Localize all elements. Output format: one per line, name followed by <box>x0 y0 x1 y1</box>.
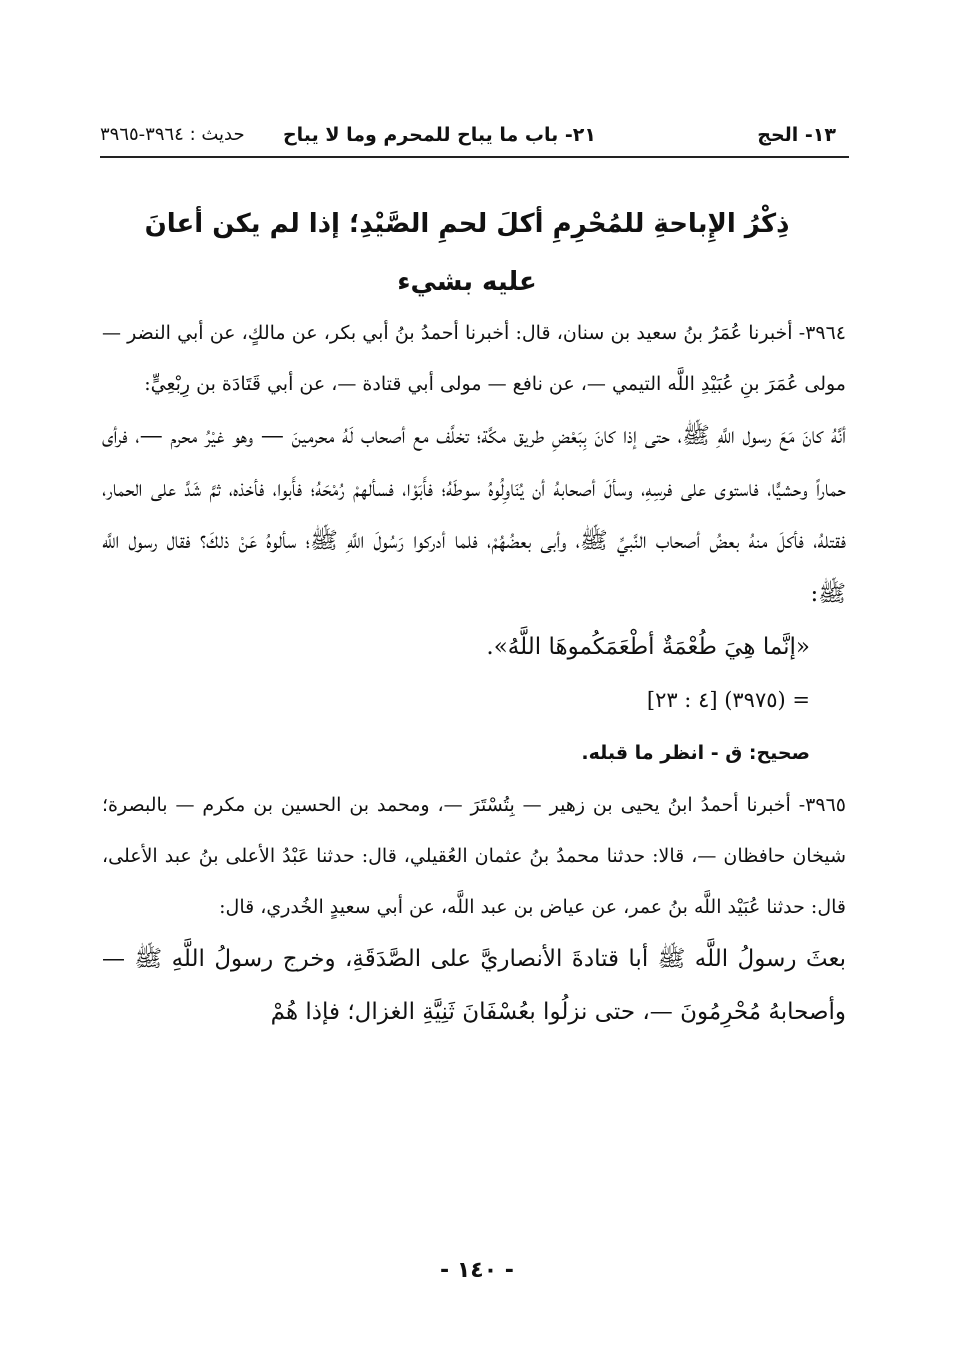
header-section: ٢١- باب ما يباح للمحرم وما لا يباح <box>282 124 596 146</box>
hadith-3964-matn: أنَّهُ كانَ مَعَ رسول اللَّهِ ﷺ، حتى إذا كانَ بِبَعْضِ طريق مكَّة؛ تخلَّف مع أصحاب لَهُ محرمينَ — وهو غيْرُ محرم —، فرأى حماراً وحشيًّا، فاستوى على فرسِهِ، وسألَ أصحابهُ أن يُنَاوِلُوهُ سوطَهُ؛ فأَبَوْا، فسألهمْ رُمْحَهُ؛ فأَبوا، فأخذه، ثمَّ شَدَّ على الحمار، فقتلهُ، فأكلَ منهُ بعضُ أصحاب النَّبيِّ ﷺ، وأبى بعضُهُمْ، فلما أدركوا رَسُولَ اللَّهِ ﷺ؛ سألوهُ عَنْ ذلكَ؟ فقال رسول اللَّه ﷺ: <box>102 423 846 607</box>
hadith-3965-matn: بعثَ رسولُ اللَّه ﷺ أبا قتادةَ الأنصاريَّ على الصَّدَقَةِ، وخرج رسولُ اللَّهِ ﷺ — وأصحابهُ مُحْرِمُونَ —، حتى نزلُوا بعُسْفَانَ ثَنِيَّةِ الغزال؛ فإذا هُمْ <box>102 946 846 1025</box>
header-divider <box>100 156 849 158</box>
hadith-3964-reference: = (٣٩٧٥) [٤ : ٢٣] <box>646 688 810 712</box>
page-number: - ١٤٠ - <box>440 1258 514 1283</box>
section-title: ذِكْرُ الإِباحةِ للمُحْرِمِ أكلَ لحمِ الصَّيْدِ؛ إذا لم يكن أعانَ عليه بشيء <box>144 209 790 297</box>
hadith-3965-isnad: ٣٩٦٥- أخبرنا أحمدُ ابنُ يحيى بن زهير — بِتُسْتَرَ —، ومحمد بن الحسين بن مكرم — بالبصرة؛ شيخان حافظان —، قالا: حدثنا محمدُ بنُ عثمان العُقيلي، قال: حدثنا عَبْدُ الأعلى بنُ عبد الأعلى، قال: حدثنا عُبَيْد اللَّه بنُ عمر، عن عياض بن عبد اللَّه، عن أبي سعيدٍ الخُدري، قال: <box>102 794 846 918</box>
page-body <box>102 308 846 1038</box>
hadith-3964-quote: «إنَّما هِيَ طُعْمَةٌ أطْعَمَكُموهَا اللَّهُ». <box>486 634 810 660</box>
running-header <box>100 118 836 152</box>
header-hadith-range: حديث : ٣٩٦٤-٣٩٦٥ <box>100 124 245 145</box>
hadith-3964-isnad: ٣٩٦٤- أخبرنا عُمَرُ بنُ سعيد بن سنان، قال: أخبرنا أحمدُ بنُ أبي بكر، عن مالكٍ، عن أبي النضر — مولى عُمَرَ بنِ عُبَيْدِ اللَّه التيمي —، عن نافع — مولى أبي قتادة —، عن أبي قَتَادَة بن رِبْعِيٍّ: <box>102 322 846 395</box>
header-chapter: ١٣- الحج <box>757 124 836 146</box>
hadith-3964-grade: صحيح: ق - انظر ما قبله. <box>581 742 810 764</box>
